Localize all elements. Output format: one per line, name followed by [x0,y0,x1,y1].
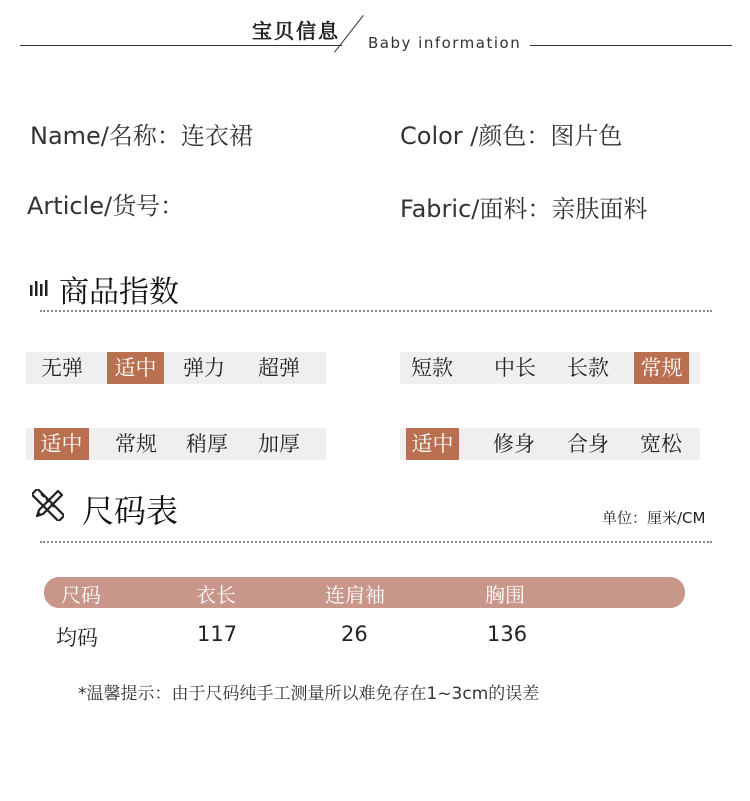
table-cell-bust: 136 [487,622,528,646]
info-color: Color /颜色：图片色 [400,122,623,150]
fit-option: 宽松 [640,432,682,456]
thickness-option: 加厚 [258,432,300,456]
fit-row [400,428,700,460]
fit-option-selected: 适中 [406,428,459,460]
info-fabric: Fabric/面料：亲肤面料 [400,195,648,223]
thickness-option: 稍厚 [186,432,228,456]
table-cell-size: 均码 [56,626,98,650]
info-name: Name/名称：连衣裙 [30,122,253,150]
table-header-bust: 胸围 [485,583,525,607]
table-header-sleeve: 连肩袖 [325,583,385,607]
table-cell-sleeve: 26 [341,622,368,646]
bar-chart-icon [30,278,48,296]
thickness-row [26,428,326,460]
header-title-cn: 宝贝信息 [252,19,340,43]
elasticity-option: 超弹 [258,356,300,380]
elasticity-option: 无弹 [41,356,83,380]
table-cell-length: 117 [197,622,238,646]
size-chart-title: 尺码表 [82,492,179,530]
header-divider-left [20,45,342,46]
table-header-length: 衣长 [196,583,236,607]
header-title-en: Baby information [368,34,522,52]
elasticity-option: 弹力 [183,356,225,380]
info-article: Article/货号： [27,192,185,220]
length-option: 短款 [411,356,453,380]
elasticity-row [26,352,326,384]
header-divider-right [530,45,732,46]
ruler-pencil-icon [32,489,64,521]
elasticity-option-selected: 适中 [107,352,164,384]
measurement-note: *温馨提示：由于尺码纯手工测量所以难免存在1~3cm的误差 [78,684,540,704]
length-option: 中长 [494,356,536,380]
fit-option: 合身 [567,432,609,456]
thickness-option: 常规 [115,432,157,456]
size-chart-unit: 单位：厘米/CM [602,509,706,527]
fit-option: 修身 [493,432,535,456]
table-header-size: 尺码 [61,583,101,607]
indices-title: 商品指数 [59,275,179,310]
size-chart-dotted-divider [40,541,712,543]
thickness-option-selected: 适中 [34,428,89,460]
indices-dotted-divider [40,310,712,312]
length-row [400,352,700,384]
length-option: 长款 [567,356,609,380]
length-option-selected: 常规 [634,352,689,384]
